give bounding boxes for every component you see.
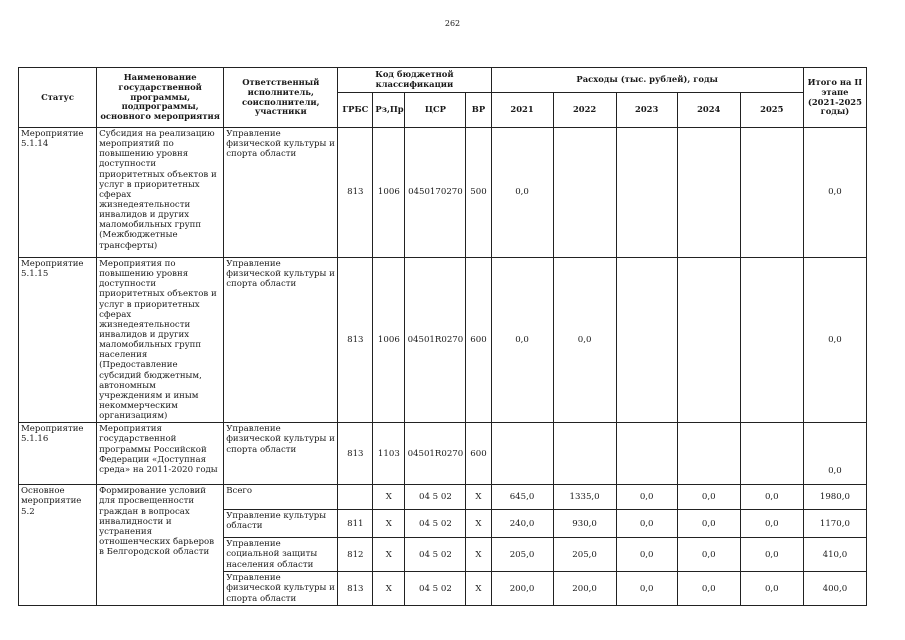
subrow-rzpr: Х xyxy=(373,572,405,606)
header-status: Статус xyxy=(19,68,97,128)
subrow-2024: 0,0 xyxy=(677,485,740,510)
subrow-vr: Х xyxy=(466,572,491,606)
row-2023 xyxy=(616,258,677,423)
subrow-grbs xyxy=(338,485,373,510)
subrow-vr: Х xyxy=(466,510,491,538)
row-2025 xyxy=(740,258,803,423)
row-2024 xyxy=(677,423,740,485)
subrow-2025: 0,0 xyxy=(740,510,803,538)
subrow-2021: 200,0 xyxy=(491,572,553,606)
table-row xyxy=(19,485,867,510)
row-vr: 500 xyxy=(466,128,491,258)
subrow-responsible: Управление физической культуры и спорта области xyxy=(224,572,338,606)
row-2022: 0,0 xyxy=(553,258,616,423)
row-2021: 0,0 xyxy=(491,258,553,423)
budget-table xyxy=(18,67,867,606)
row-2025 xyxy=(740,128,803,258)
row-2023 xyxy=(616,423,677,485)
header-2021: 2021 xyxy=(491,93,553,128)
page-number: 262 xyxy=(444,19,461,28)
subrow-csr: 04 5 02 xyxy=(405,485,466,510)
row-grbs: 813 xyxy=(338,258,373,423)
subrow-2021: 205,0 xyxy=(491,538,553,572)
group-status: Основное мероприятие 5.2 xyxy=(19,485,97,606)
header-2024: 2024 xyxy=(677,93,740,128)
row-2021: 0,0 xyxy=(491,128,553,258)
header-2022: 2022 xyxy=(553,93,616,128)
subrow-2021: 240,0 xyxy=(491,510,553,538)
header-vr: ВР xyxy=(466,93,491,128)
row-status: Мероприятие 5.1.14 xyxy=(19,128,97,258)
subrow-responsible: Управление культуры области xyxy=(224,510,338,538)
subrow-csr: 04 5 02 xyxy=(405,572,466,606)
row-status: Мероприятие 5.1.15 xyxy=(19,258,97,423)
row-2024 xyxy=(677,258,740,423)
header-2025: 2025 xyxy=(740,93,803,128)
subrow-2023: 0,0 xyxy=(616,572,677,606)
row-responsible: Управление физической культуры и спорта области xyxy=(224,128,338,258)
row-rzpr: 1006 xyxy=(373,128,405,258)
subrow-rzpr: Х xyxy=(373,538,405,572)
row-csr: 04501R0270 xyxy=(405,423,466,485)
subrow-2025: 0,0 xyxy=(740,538,803,572)
table-row xyxy=(19,258,867,423)
header-grbs: ГРБС xyxy=(338,93,373,128)
row-name: Мероприятия по повышению уровня доступности приоритетных объектов и услуг в приоритетных сферах жизнедеятельности инвалидов и других маломобильных групп населения (Предоставление субсидий бюджетным, автономным учреждениям и иным некоммерческим организациям) xyxy=(97,258,224,423)
row-2023 xyxy=(616,128,677,258)
row-total: 0,0 xyxy=(803,423,866,485)
subrow-grbs: 811 xyxy=(338,510,373,538)
header-expenses: Расходы (тыс. рублей), годы xyxy=(491,68,803,93)
row-total: 0,0 xyxy=(803,258,866,423)
header-responsible: Ответственный исполнитель, соисполнители, участники xyxy=(224,68,338,128)
subrow-2025: 0,0 xyxy=(740,485,803,510)
subrow-2022: 930,0 xyxy=(553,510,616,538)
subrow-responsible: Управление социальной защиты населения области xyxy=(224,538,338,572)
subrow-total: 400,0 xyxy=(803,572,866,606)
subrow-csr: 04 5 02 xyxy=(405,510,466,538)
subrow-2022: 200,0 xyxy=(553,572,616,606)
row-name: Субсидия на реализацию мероприятий по повышению уровня доступности приоритетных объектов и услуг в приоритетных сферах жизнедеятельности инвалидов и других маломобильных групп (Межбюджетные трансферты) xyxy=(97,128,224,258)
row-2024 xyxy=(677,128,740,258)
subrow-2024: 0,0 xyxy=(677,572,740,606)
row-csr: 0450170270 xyxy=(405,128,466,258)
subrow-2021: 645,0 xyxy=(491,485,553,510)
table-row xyxy=(19,128,867,258)
subrow-2024: 0,0 xyxy=(677,510,740,538)
row-grbs: 813 xyxy=(338,128,373,258)
subrow-2023: 0,0 xyxy=(616,538,677,572)
row-2022 xyxy=(553,128,616,258)
row-2021 xyxy=(491,423,553,485)
row-vr: 600 xyxy=(466,258,491,423)
header-budget-code: Код бюджетной классификации xyxy=(338,68,491,93)
subrow-responsible: Всего xyxy=(224,485,338,510)
row-rzpr: 1006 xyxy=(373,258,405,423)
row-grbs: 813 xyxy=(338,423,373,485)
subrow-vr: Х xyxy=(466,538,491,572)
row-2025 xyxy=(740,423,803,485)
subrow-2023: 0,0 xyxy=(616,485,677,510)
header-csr: ЦСР xyxy=(405,93,466,128)
row-2022 xyxy=(553,423,616,485)
table-row xyxy=(19,423,867,485)
subrow-2025: 0,0 xyxy=(740,572,803,606)
row-responsible: Управление физической культуры и спорта области xyxy=(224,258,338,423)
group-name: Формирование условий для просвещенности граждан в вопросах инвалидности и устранения отношенческих барьеров в Белгородской области xyxy=(97,485,224,606)
row-rzpr: 1103 xyxy=(373,423,405,485)
subrow-rzpr: Х xyxy=(373,485,405,510)
subrow-rzpr: Х xyxy=(373,510,405,538)
header-name: Наименование государственной программы, подпрограммы, основного мероприятия xyxy=(97,68,224,128)
row-status: Мероприятие 5.1.16 xyxy=(19,423,97,485)
row-vr: 600 xyxy=(466,423,491,485)
subrow-total: 1980,0 xyxy=(803,485,866,510)
row-name: Мероприятия государственной программы Российской Федерации «Доступная среда» на 2011-2020 годы xyxy=(97,423,224,485)
subrow-vr: Х xyxy=(466,485,491,510)
subrow-2022: 1335,0 xyxy=(553,485,616,510)
subrow-grbs: 813 xyxy=(338,572,373,606)
header-2023: 2023 xyxy=(616,93,677,128)
row-total: 0,0 xyxy=(803,128,866,258)
subrow-csr: 04 5 02 xyxy=(405,538,466,572)
row-responsible: Управление физической культуры и спорта области xyxy=(224,423,338,485)
header-total: Итого на II этапе (2021-2025 годы) xyxy=(803,68,866,128)
subrow-2023: 0,0 xyxy=(616,510,677,538)
header-rzpr: Рз,Пр xyxy=(373,93,405,128)
subrow-2022: 205,0 xyxy=(553,538,616,572)
subrow-total: 410,0 xyxy=(803,538,866,572)
subrow-total: 1170,0 xyxy=(803,510,866,538)
row-csr: 04501R0270 xyxy=(405,258,466,423)
subrow-2024: 0,0 xyxy=(677,538,740,572)
subrow-grbs: 812 xyxy=(338,538,373,572)
